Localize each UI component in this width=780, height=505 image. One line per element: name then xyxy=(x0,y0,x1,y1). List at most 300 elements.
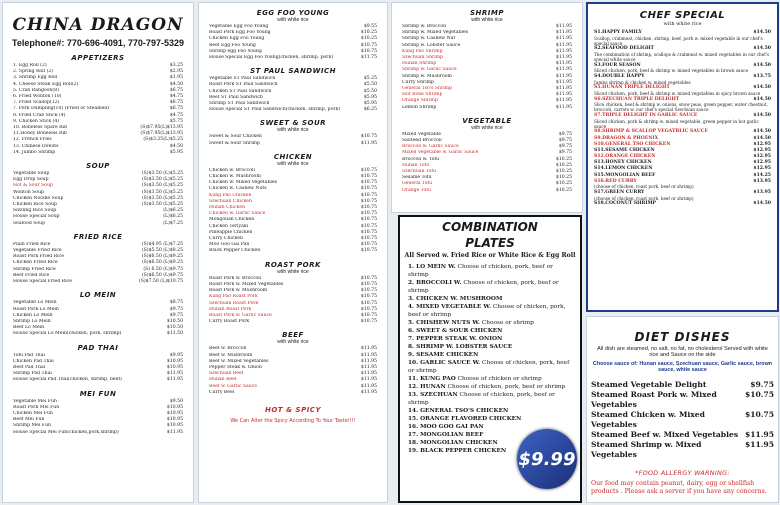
menu-item xyxy=(3,331,193,337)
diet-dishes xyxy=(586,316,779,503)
item-name: Beef w. Broccoli xyxy=(209,346,247,352)
item-price: (S)$6.50 (L)$9.25 xyxy=(141,254,183,260)
item-price: $10.25 xyxy=(555,169,572,175)
item-price: $10.50 xyxy=(166,325,183,331)
diet-item-name: Steamed Vegetable Delight xyxy=(591,379,707,389)
chef-item-name: S14.LEMON CHICKEN xyxy=(594,166,653,172)
combo-item-name: 17. MONGOLIAN BEEF xyxy=(408,432,484,438)
chef-item-desc: The combination of shrimp, scallops & crabmeat w. mixed vegetables in our chef's special white sauce xyxy=(594,51,770,63)
item-name: Shrimp w. Cashew Nut xyxy=(402,36,456,42)
combo-subtitle: All Served w. Fried Rice or White Rice & Egg Roll xyxy=(404,252,576,259)
combo-item xyxy=(400,263,580,279)
chef-item-desc: Slice chicken, beef & shrimp w. onions, snow peas, green pepper, water chestnut, broccoli, carrots w. our chef's special Szechuan sauce xyxy=(594,102,768,113)
item-name: Chicken Noodle Soup xyxy=(13,195,64,201)
item-name: 3. Shrimp Egg Roll xyxy=(13,75,58,81)
diet-item-price: $9.75 xyxy=(750,379,774,389)
chef-special xyxy=(586,2,779,312)
item-name: Beef ST Paul Sandwich xyxy=(209,94,263,100)
menu-panel-middle xyxy=(198,2,388,503)
item-name: Hunan Chicken xyxy=(209,205,246,211)
item-name: 14. Jumbo Shrimp xyxy=(13,149,56,155)
chef-item xyxy=(588,63,777,74)
item-name: Shrimp w. Garlic Sauce xyxy=(402,67,457,73)
chef-item-desc: Sliced chicken, pork, beef & shrimp w. mixed vegetables in spicy brown sauce xyxy=(594,90,761,96)
chef-item xyxy=(588,190,777,201)
item-name: Beef Mei Fun xyxy=(13,417,45,423)
chef-item xyxy=(588,148,777,154)
item-price: $11.95 xyxy=(555,73,572,79)
menu-item xyxy=(199,107,387,113)
combo-item-choice: Choose of chicken, pork, beef or shrimp xyxy=(408,392,555,406)
section-title: VEGETABLE xyxy=(462,116,512,125)
item-price: $9.75 xyxy=(558,150,572,156)
section-subtitle: with white rice xyxy=(277,127,309,134)
item-price: $6.75 xyxy=(169,100,183,106)
item-price: $4.50 xyxy=(169,143,183,149)
item-name: Vegetable Mei Fun xyxy=(13,398,57,404)
left-sections xyxy=(3,54,193,436)
item-price: (S)$3.50 (L)$5.25 xyxy=(141,202,183,208)
item-price: $5.95 xyxy=(363,101,377,107)
diet-item-name: Steamed Chicken w. Mixed Vegetables xyxy=(591,409,705,429)
item-price: $5.50 xyxy=(363,82,377,88)
item-name: Szechuan Shrimp xyxy=(402,55,444,61)
item-price: (S)$4.95 (L)$7.25 xyxy=(141,241,183,247)
item-price: $11.95 xyxy=(360,377,377,383)
item-price: $11.50 xyxy=(166,331,183,337)
chef-item-desc: Sliced chicken, pork & shrimp w. mixed vegetable, green pepper in hot garlic sauce xyxy=(594,118,759,129)
item-name: Beef Fried Rice xyxy=(13,272,50,278)
menu-item xyxy=(199,141,387,147)
item-price: $11.95 xyxy=(555,86,572,92)
chef-item-header xyxy=(594,129,771,135)
item-price: $10.25 xyxy=(360,30,377,36)
hot-spicy-note: We Can Alter the Spicy According To Your Taste!!!! xyxy=(230,417,356,424)
item-name: Beef w. Garlic Sauce xyxy=(209,383,257,389)
item-price: $10.25 xyxy=(360,36,377,42)
item-name: Kung Pao Shrimp xyxy=(402,48,443,54)
item-name: Chicken Pad Thai xyxy=(13,358,54,364)
chef-item xyxy=(588,129,777,135)
item-name: Chicken Egg Foo Young xyxy=(209,36,265,42)
chef-item-name: S9.DRAGON & PHOENIX xyxy=(594,135,659,141)
combination-plates xyxy=(398,215,582,503)
combo-item-choice: Choose of chicken, pork, beef or shrimp xyxy=(445,384,566,390)
chef-item-price: $14.50 xyxy=(753,112,771,118)
chef-item-name: S4.DOUBLE HAPPY xyxy=(594,74,645,80)
combo-item-name: 14. GENERAL TSO'S CHICKEN xyxy=(408,408,509,414)
item-price: $10.75 xyxy=(360,288,377,294)
item-name: General Tso's Shrimp xyxy=(402,86,452,92)
combo-item-name: 10. GARLIC SAUCE W. xyxy=(408,360,481,366)
item-price: (S)$3.50 (L)$5.25 xyxy=(141,171,183,177)
item-name: Beef w. Mixed Vegetables xyxy=(209,358,269,364)
item-price: $2.95 xyxy=(169,69,183,75)
chef-item-price: $13.95 xyxy=(753,178,771,184)
item-price: $10.95 xyxy=(166,417,183,423)
item-name: Broccoli w. Garlic Sauce xyxy=(402,144,459,150)
diet-item-price: $10.75 xyxy=(744,409,774,419)
chef-special-title: CHEF SPECIAL xyxy=(639,10,726,21)
item-price: $5.50 xyxy=(363,88,377,94)
chef-item-desc: (choose of chicken, roast pork, beef or shrimp) xyxy=(594,184,694,190)
item-name: Roast Pork w. Mixed Vegetables xyxy=(209,281,284,287)
item-price: $10.75 xyxy=(360,180,377,186)
diet-item-price: $11.95 xyxy=(744,439,774,449)
item-name: Kung Pao Chicken xyxy=(209,192,252,198)
item-name: Curry Shrimp xyxy=(402,79,434,85)
item-name: Beef w. Mushroom xyxy=(209,352,253,358)
chef-item xyxy=(588,74,777,85)
diet-item-name: Steamed Beef w. Mixed Vegetables xyxy=(591,429,739,439)
item-name: Roast Pork Fried Rice xyxy=(13,254,64,260)
item-price: $10.75 xyxy=(360,319,377,325)
item-name: Chicken w. Mixed Vegetables xyxy=(209,180,277,186)
section-title: PAD THAI xyxy=(77,343,119,352)
item-name: House Special Soup xyxy=(13,214,60,220)
combo-item-name: 9. SESAME CHICKEN xyxy=(408,352,479,358)
item-name: Chicken w. Broccoli xyxy=(209,167,255,173)
item-price: (S)$3.25(L)$5.25 xyxy=(143,137,183,143)
hot-spicy-title: HOT & SPICY xyxy=(264,405,322,414)
combo-item-name: 5. CHISHEW NUTS W. xyxy=(408,320,480,326)
item-price: $10.75 xyxy=(360,186,377,192)
item-price: $11.95 xyxy=(360,364,377,370)
item-name: Vegetable ST Paul Sandwich xyxy=(209,76,276,82)
item-price: $10.75 xyxy=(360,306,377,312)
chef-item-name: S6.SZECHUAN TRIPLE DELIGHT xyxy=(594,96,680,102)
item-price: $4.75 xyxy=(169,112,183,118)
item-name: Orange Shrimp xyxy=(402,98,438,104)
item-name: Mixed Vegetable xyxy=(402,131,441,137)
item-price: $10.75 xyxy=(360,281,377,287)
combo-item-name: 8. SHRIMP W. LOBSTER SAUCE xyxy=(408,344,513,350)
chef-item-price: $14.50 xyxy=(753,201,771,207)
chef-item-price: $13.95 xyxy=(753,190,771,196)
section-title: FRIED RICE xyxy=(73,232,123,241)
chef-item-price: $12.95 xyxy=(753,166,771,172)
diet-item-name: Steamed Roast Pork w. Mixed Vegetables xyxy=(591,389,717,409)
section-title: BEEF xyxy=(282,331,304,340)
diet-list xyxy=(587,380,778,460)
section-title: SHRIMP xyxy=(470,9,504,17)
item-price: $11.95 xyxy=(555,48,572,54)
combo-item-name: 12. HUNAN xyxy=(408,384,446,390)
item-price: $11.95 xyxy=(360,371,377,377)
chef-item-price: $12.95 xyxy=(753,154,771,160)
item-name: Shrimp w. Broccoli xyxy=(402,24,447,29)
item-price: $10.75 xyxy=(360,229,377,235)
item-price: $9.75 xyxy=(169,312,183,318)
item-price: $5.95 xyxy=(363,94,377,100)
combo-item xyxy=(400,335,580,343)
item-price: $10.95 xyxy=(166,423,183,429)
item-name: Chicken w. Cashew Nuts xyxy=(209,186,267,192)
item-price: $11.95 xyxy=(166,429,183,435)
diet-item-name: Steamed Shrimp w. Mixed Vegetables xyxy=(591,439,702,459)
section-subtitle: with white rice xyxy=(277,17,309,23)
item-price: $10.75 xyxy=(360,300,377,306)
combo-item xyxy=(400,327,580,335)
allergy-text: Our food may contain peanut, dairy, egg or shellfish products . Please ask a server if you have any concerns. xyxy=(591,479,767,495)
item-price: $9.75 xyxy=(558,131,572,137)
item-price: $10.95 xyxy=(166,404,183,410)
item-name: House Special Mei Fun(chicken,pork,shrimp) xyxy=(13,429,119,435)
item-name: 12. French Fries xyxy=(13,137,52,143)
section-title: ROAST PORK xyxy=(265,260,321,269)
item-price: $10.95 xyxy=(166,410,183,416)
combo-list xyxy=(400,263,580,455)
menu-item xyxy=(199,55,387,61)
item-name: Hot Bone Shrimp xyxy=(402,92,443,98)
item-price: (S)$3.50 (L)$5.25 xyxy=(141,189,183,195)
item-name: Roast Pork w. Broccoli xyxy=(209,275,262,281)
diet-sauces: Choose sauce of: Hunan sauce, Szechuan sauce, Garlic sauce, brown sauce, white sauce xyxy=(592,360,773,374)
item-price: $4.50 xyxy=(169,81,183,87)
item-price: $10.75 xyxy=(360,48,377,54)
item-price: $11.95 xyxy=(166,377,183,383)
section-title: MEI FUN xyxy=(79,389,117,398)
chef-item xyxy=(588,201,777,207)
item-price: $10.75 xyxy=(360,223,377,229)
item-name: Shrimp ST Paul Sandwich xyxy=(209,101,270,107)
combo-price-badge: $9.99 xyxy=(517,429,577,489)
item-price: $11.95 xyxy=(360,346,377,352)
combo-item xyxy=(400,415,580,423)
chef-item-desc: Sliced chicken, pork, beef & shrimp w. mixed vegetables in brown sauce xyxy=(594,68,749,74)
item-name: Chicken Lo Mein xyxy=(13,312,53,318)
item-price: $10.75 xyxy=(360,205,377,211)
diet-item xyxy=(587,430,778,440)
item-name: 2. Spring Roll (2) xyxy=(13,69,54,75)
item-price: $10.75 xyxy=(360,236,377,242)
item-name: Mongolian Chicken xyxy=(209,217,255,223)
item-price: $10.75 xyxy=(360,174,377,180)
item-name: Vegetable Lo Mein xyxy=(13,300,57,306)
chef-item-desc: Scallop, crabmeat, chicken, shrimp, beef, pork w. mixed vegetable in our chef's special sauce xyxy=(594,35,763,46)
diet-subtitle: All dish are steamed, no salt, no fat, no cholesterol Served with white rice and Sauce on the side xyxy=(597,346,768,359)
combo-item-name: 18. MONGOLIAN CHICKEN xyxy=(408,440,498,446)
chef-item-header xyxy=(594,136,771,142)
chef-item-name: S18.COCONUT SHRIMP xyxy=(594,201,657,207)
diet-item xyxy=(587,410,778,430)
menu-item xyxy=(392,188,582,194)
chef-item-name: S2.SEAFOOD DELIGHT xyxy=(594,46,654,52)
item-name: Chicken Teriyaki xyxy=(209,223,249,229)
section-title: SOUP xyxy=(86,162,110,171)
item-price: $10.75 xyxy=(360,217,377,223)
item-price: $10.75 xyxy=(360,167,377,173)
chef-item xyxy=(588,136,777,142)
chef-item xyxy=(588,85,777,96)
item-name: Sizzling Rice Soup xyxy=(13,208,57,214)
menu-item xyxy=(3,150,193,156)
item-price: $10.75 xyxy=(360,42,377,48)
combo-item-name: 19. BLACK PEPPER CHICKEN xyxy=(408,448,507,454)
restaurant-name: CHINA DRAGON xyxy=(12,15,184,35)
item-name: Shrimp Mei Fun xyxy=(13,423,51,429)
section-title: ST PAUL SANDWICH xyxy=(250,67,336,76)
item-name: Shrimp egg Foo Young xyxy=(209,48,262,54)
section-title: SWEET & SOUR xyxy=(259,119,327,128)
chef-special-subtitle: with white rice xyxy=(663,21,702,27)
item-name: Shrimp Fried Rice xyxy=(13,266,56,272)
item-name: Kung Pao Roast Pork xyxy=(209,294,258,300)
chef-item-price: $14.50 xyxy=(753,46,771,52)
item-price: $10.25 xyxy=(555,181,572,187)
item-name: Tofu Pad Thai xyxy=(13,352,45,358)
section-subtitle: with white rice xyxy=(277,268,309,275)
item-price: $9.50 xyxy=(169,398,183,404)
item-name: Roast Pork w. Mushroom xyxy=(209,288,268,294)
menu-item xyxy=(3,221,193,227)
item-price: $11.95 xyxy=(360,358,377,364)
combo-item xyxy=(400,375,580,383)
allergy-title: *FOOD ALLERGY WARNING: xyxy=(635,468,730,477)
item-price: $11.95 xyxy=(360,140,377,146)
item-name: Hunan Tofu xyxy=(402,162,430,168)
chef-item xyxy=(588,46,777,62)
chef-item-name: S10.GENERAL TSO CHICKEN xyxy=(594,141,671,147)
menu-panel-shrimp-veg xyxy=(391,2,583,213)
item-name: General Tofu xyxy=(402,181,433,187)
combo-item-choice: Choose of chicken, pork, beef or shrimp xyxy=(408,304,566,318)
item-name: Beef Pad Thai xyxy=(13,364,46,370)
item-price: $11.95 xyxy=(555,61,572,67)
combo-item-name: 6. SWEET & SOUR CHICKEN xyxy=(408,328,503,334)
item-name: Szechuan Tofu xyxy=(402,169,437,175)
menu-item xyxy=(3,377,193,383)
chef-item-desc: Jumbo shrimp & chicken w. mixed vegetables xyxy=(594,79,691,85)
chef-item-header xyxy=(594,142,771,148)
middle-sections xyxy=(199,9,387,396)
item-name: Sauteed Broccoli xyxy=(402,138,442,144)
item-name: 6. Fried Wonton (10) xyxy=(13,94,62,100)
item-name: 4. Cheese Steak Egg Roll(2) xyxy=(13,81,79,87)
item-price: $11.95 xyxy=(555,36,572,42)
chef-item-header xyxy=(594,201,771,207)
item-price: (S)$6.50 (L)$9.75 xyxy=(141,272,183,278)
item-name: Mixed Vegetable w. Garlic Sauce xyxy=(402,150,479,156)
item-name: 9. Chicken Stick (4) xyxy=(13,118,60,124)
combo-item-name: 13. SZECHUAN xyxy=(408,392,458,398)
chef-item-header xyxy=(594,173,771,179)
chef-item-price: $14.25 xyxy=(753,172,771,178)
combo-item xyxy=(400,279,580,295)
diet-item xyxy=(587,380,778,390)
item-name: Plain Fried Rice xyxy=(13,241,51,247)
item-name: House Special Egg Foo Young(chicken, shrimp, pork) xyxy=(209,55,334,61)
item-price: $11.95 xyxy=(555,79,572,85)
item-price: (L)$6.25 xyxy=(163,214,183,220)
item-price: (S)$7.95(L)$13.95 xyxy=(140,131,183,137)
item-price: $11.95 xyxy=(555,55,572,61)
chef-item xyxy=(588,97,777,113)
item-price: $1.95 xyxy=(169,75,183,81)
chef-item-header xyxy=(594,154,771,160)
item-name: Szechuan Chicken xyxy=(209,198,252,204)
chef-list xyxy=(588,30,777,207)
item-price: (S)$5.50 (L)$8.25 xyxy=(141,248,183,254)
item-name: 5. Crab Rangoon(8) xyxy=(13,87,59,93)
item-price: (S)$3.50 (L)$5.25 xyxy=(141,183,183,189)
item-price: $11.95 xyxy=(555,92,572,98)
chef-item-name: S1.HAPPY FAMILY xyxy=(594,30,642,35)
combo-title-1: COMBINATION xyxy=(442,220,538,234)
item-name: Pepper Steak w. Onion xyxy=(209,364,262,370)
combo-item-name: 1. LO MEIN W. xyxy=(408,264,456,270)
item-name: Roast Pork Egg Foo Young xyxy=(209,30,271,36)
item-name: Roast Pork Lo Mein xyxy=(13,306,59,312)
chef-item-name: S15.MONGOLIAN BEEF xyxy=(594,172,656,178)
chef-item-price: $14.50 xyxy=(753,85,771,91)
item-price: $10.75 xyxy=(360,211,377,217)
item-name: Shrimp Pad Thai xyxy=(13,371,52,377)
item-price: $10.75 xyxy=(360,242,377,248)
item-name: 8. Fried Crab Stick (4) xyxy=(13,112,66,118)
combo-item-choice: Choose of chicken, pork, beef or shrimp xyxy=(408,280,559,294)
item-name: Chicken Rice Soup xyxy=(13,202,57,208)
item-name: House Special ST Paul Sandwich(chicken, shrimp, pork) xyxy=(209,107,341,113)
item-name: Roast Pork Mei Fun xyxy=(13,404,60,410)
chef-item-name: S5.HUNAN TRIPLE DELIGHT xyxy=(594,85,670,91)
item-name: 7. Fried Scallop(12) xyxy=(13,100,60,106)
combo-item-name: 15. ORANGE FLAVORED CHICKEN xyxy=(408,416,522,422)
section-subtitle: with white rice xyxy=(277,339,309,346)
section-subtitle: with white rice xyxy=(277,160,309,167)
chef-item xyxy=(588,173,777,179)
item-price: $9.55 xyxy=(363,24,377,29)
item-price: $3.25 xyxy=(169,63,183,68)
chef-item-name: S12.ORANGE CHICKEN xyxy=(594,154,656,160)
combo-item xyxy=(400,295,580,303)
item-price: $10.75 xyxy=(360,294,377,300)
item-name: Pineapple Chicken xyxy=(209,229,253,235)
item-name: Shrimp w. Mushroom xyxy=(402,73,452,79)
item-name: Beef Lo Mein xyxy=(13,325,45,331)
item-price: $10.75 xyxy=(360,312,377,318)
item-name: House Special Pad Thai(chicken, shrimp, beef) xyxy=(13,377,122,383)
combo-item-name: 3. CHICKEN W. MUSHROOM xyxy=(408,296,503,302)
combo-item xyxy=(400,359,580,375)
item-name: Hunan Roast Pork xyxy=(209,306,252,312)
item-name: Lemon Shrimp xyxy=(402,104,437,110)
item-name: Moo Goo Gai Pan xyxy=(209,242,250,248)
item-price: (S)$6.50 (L)$9.25 xyxy=(141,260,183,266)
item-price: $10.75 xyxy=(360,192,377,198)
item-price: $10.25 xyxy=(555,162,572,168)
item-price: (S)$3.50 (L)$5.25 xyxy=(141,195,183,201)
item-price: $11.95 xyxy=(166,371,183,377)
chef-item-name: S13.HONEY CHICKEN xyxy=(594,160,652,166)
item-price: (S) 6.50 (L)$9.75 xyxy=(143,266,183,272)
item-price: $10.25 xyxy=(555,187,572,193)
item-price: $4.75 xyxy=(169,94,183,100)
item-price: $10.75 xyxy=(360,134,377,140)
section-title: EGG FOO YOUNG xyxy=(256,9,330,17)
combo-item-name: 4. MIXED VEGETABLE W. xyxy=(408,304,491,310)
item-price: $6.75 xyxy=(169,106,183,112)
item-name: Broccoli w. Tofu xyxy=(402,156,440,162)
combo-item xyxy=(400,383,580,391)
item-price: (L)$6.25 xyxy=(163,208,183,214)
combo-item xyxy=(400,407,580,415)
menu-panel-left xyxy=(2,2,194,503)
item-name: 1. Egg Roll (2) xyxy=(13,63,47,68)
item-price: $6.25 xyxy=(363,107,377,113)
item-price: $11.95 xyxy=(360,383,377,389)
chef-item xyxy=(588,166,777,172)
